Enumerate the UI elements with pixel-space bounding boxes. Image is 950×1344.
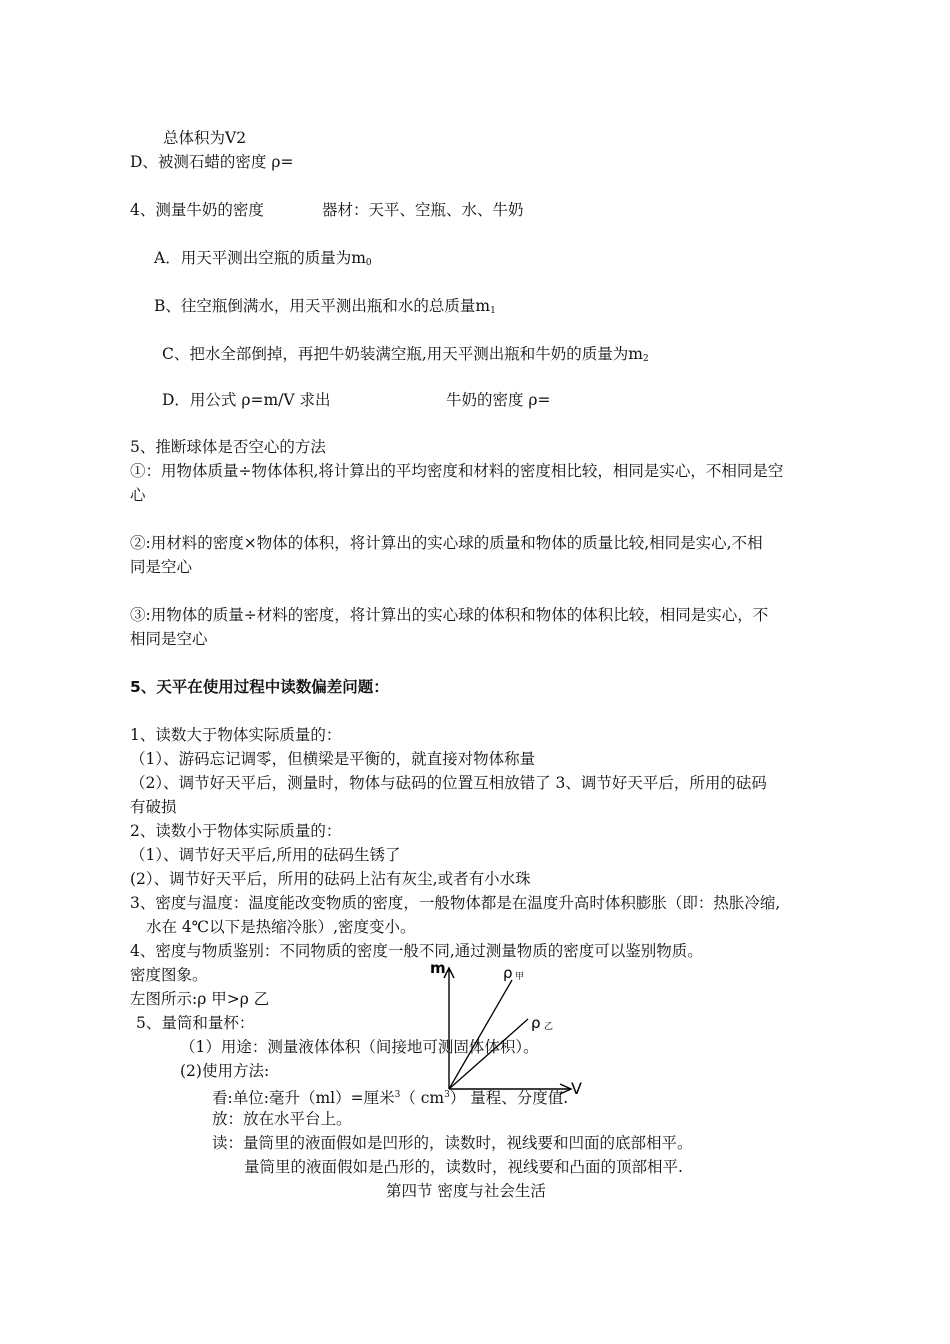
density-graph: [420, 955, 590, 1100]
text-line: 同是空心: [130, 558, 193, 576]
text-line: 5、量筒和量杯：: [136, 1014, 255, 1032]
y-axis-label: m: [430, 959, 446, 977]
text-line: 看:单位:毫升（ml）=厘米$^3$（ $cm^3$） 量程、分度值.: [212, 1089, 569, 1107]
text-line: ③:用物体的质量÷材料的密度，将计算出的实心球的体积和物体的体积比较，相同是实心，不: [130, 606, 769, 624]
text-line: （2）、调节好天平后，测量时，物体与砝码的位置互相放错了 3、调节好天平后，所用的砝码: [130, 774, 767, 792]
text-line: 1、读数大于物体实际质量的：: [130, 726, 342, 744]
text-line: 总体积为V2: [163, 129, 247, 147]
text-line: C、把水全部倒掉，再把牛奶装满空瓶,用天平测出瓶和牛奶的质量为$m_2$: [162, 345, 649, 364]
text-line: (2）、调节好天平后，所用的砝码上沾有灰尘,或者有小水珠: [130, 870, 531, 888]
text-line: D、被测石蜡的密度 ρ=: [130, 153, 294, 171]
text-line: D．用公式 ρ=m/V 求出: [162, 391, 331, 409]
line2-sub: 乙: [544, 1022, 554, 1032]
text-line: 3、密度与温度：温度能改变物质的密度，一般物体都是在温度升高时体积膨胀（即：热胀冷缩,: [130, 894, 781, 912]
text-line: 有破损: [130, 798, 177, 816]
text-line: 5、推断球体是否空心的方法: [130, 438, 326, 456]
text-line: 器材：天平、空瓶、水、牛奶: [322, 201, 524, 219]
text-line: B、往空瓶倒满水，用天平测出瓶和水的总质量$m_1$: [154, 297, 496, 316]
line2-label: ρ: [531, 1014, 541, 1032]
text-line: （1）、游码忘记调零，但横梁是平衡的，就直接对物体称量: [130, 750, 536, 768]
text-line: 密度图象。: [130, 966, 208, 984]
text-line: 心: [130, 486, 146, 504]
text-line: A．用天平测出空瓶的质量为$m_0$: [154, 249, 372, 268]
text-line: 4、测量牛奶的密度: [130, 201, 264, 219]
text-line: （1）用途：测量液体体积（间接地可测固体体积）。: [180, 1038, 539, 1056]
text-line: 量筒里的液面假如是凸形的，读数时，视线要和凸面的顶部相平.: [244, 1158, 683, 1176]
section-title: 第四节 密度与社会生活: [386, 1182, 546, 1200]
text-line: 2、读数小于物体实际质量的：: [130, 822, 342, 840]
text-line: 读：量筒里的液面假如是凹形的，读数时，视线要和凹面的底部相平。: [212, 1134, 693, 1152]
text-line: 放：放在水平台上。: [212, 1110, 352, 1128]
line-yi: [449, 1019, 528, 1089]
text-line: ①：用物体质量÷物体体积,将计算出的平均密度和材料的密度相比较，相同是实心，不相同是空: [130, 462, 784, 480]
text-line: 相同是空心: [130, 630, 208, 648]
section-heading: 5、天平在使用过程中读数偏差问题：: [130, 678, 389, 696]
line1-sub: 甲: [515, 972, 525, 982]
line-jia: [449, 980, 512, 1089]
text-line: (2)使用方法:: [180, 1062, 270, 1080]
text-line: 水在 4℃以下是热缩冷胀）,密度变小。: [146, 918, 416, 936]
text-line: （1）、调节好天平后,所用的砝码生锈了: [130, 846, 401, 864]
x-axis-label: V: [571, 1079, 582, 1098]
text-line: 牛奶的密度 ρ=: [446, 391, 551, 409]
text-line: ②:用材料的密度×物体的体积，将计算出的实心球的质量和物体的质量比较,相同是实心,不相: [130, 534, 763, 552]
text-line: 左图所示:ρ 甲>ρ 乙: [130, 990, 270, 1008]
line1-label: ρ: [503, 964, 513, 982]
text-line: 4、密度与物质鉴别：不同物质的密度一般不同,通过测量物质的密度可以鉴别物质。: [130, 942, 703, 960]
